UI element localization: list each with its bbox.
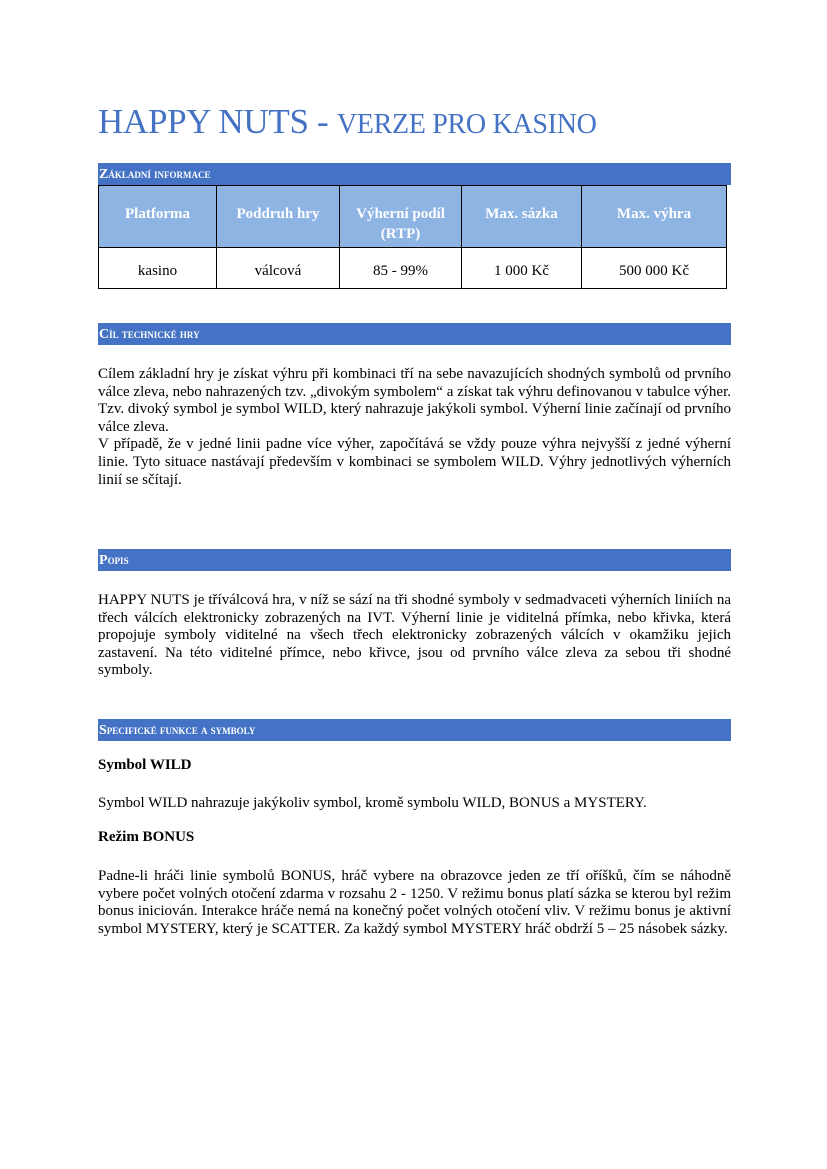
table-header: Max. výhra bbox=[582, 186, 727, 248]
table-header: Výherní podíl (RTP) bbox=[340, 186, 462, 248]
wild-heading: Symbol WILD bbox=[98, 757, 192, 773]
description-paragraph: HAPPY NUTS je tříválcová hra, v níž se sází na tři shodné symboly v sedmadvaceti výherních liniích na třech válcích elektronicky zobrazených na IVT. Výherní linie je viditelná přímka, nebo křivka, která propojuje symboly viditelné na všech třech elektronicky zobrazených válcích v okamžiku jejich zastavení. Na této viditelné přímce, nebo křivce, jsou od prvního válce zleva za sebou tři shodné symboly. bbox=[98, 592, 731, 679]
title-sub: VERZE PRO KASINO bbox=[336, 109, 597, 140]
section-basic-info: Základní informace bbox=[98, 163, 731, 185]
goal-paragraph bbox=[98, 366, 731, 489]
goal-text-2: V případě, že v jedné linii padne více výher, započítává se vždy pouze výhra nejvyšší z jedné výherní linie. Tyto situace nastávají především v kombinaci se symbolem WILD. Výhry jednotlivých výherních linií se sčítají. bbox=[98, 436, 731, 488]
goal-text-1: Cílem základní hry je získat výhru při kombinaci tří na sebe navazujících shodných symbolů od prvního válce zleva, nebo nahrazených tzv. „divokým symbolem“ a získat tak výhru definovanou v tabulce výher. Tzv. divoký symbol je symbol WILD, který nahrazuje jakýkoli symbol. Výherní linie začínají od prvního válce zleva. bbox=[98, 366, 731, 435]
basic-info-table bbox=[98, 185, 727, 289]
table-cell: kasino bbox=[99, 248, 217, 289]
wild-paragraph: Symbol WILD nahrazuje jakýkoliv symbol, kromě symbolu WILD, BONUS a MYSTERY. bbox=[98, 795, 647, 811]
table-header-row bbox=[99, 186, 727, 248]
page-title bbox=[98, 102, 597, 142]
table-cell: válcová bbox=[217, 248, 340, 289]
bonus-heading: Režim BONUS bbox=[98, 829, 195, 845]
section-features: Specifické funkce a symboly bbox=[98, 719, 731, 741]
bonus-paragraph: Padne-li hráči linie symbolů BONUS, hráč vybere na obrazovce jeden ze tří oříšků, čím se náhodně vybere počet volných otočení zdarma v rozsahu 2 - 1250. V režimu bonus platí sázka se kterou byl režim bonus iniciován. Interakce hráče nemá na konečný počet volných otočení vliv. V režimu bonus je aktivní symbol MYSTERY, který je SCATTER. Za každý symbol MYSTERY hráč obdrží 5 – 25 násobek sázky. bbox=[98, 868, 731, 937]
title-main: HAPPY NUTS - bbox=[98, 102, 337, 141]
table-header: Poddruh hry bbox=[217, 186, 340, 248]
section-goal: Cíl technické hry bbox=[98, 323, 731, 345]
table-header: Platforma bbox=[99, 186, 217, 248]
section-description: Popis bbox=[98, 549, 731, 571]
table-cell: 500 000 Kč bbox=[582, 248, 727, 289]
table-header: Max. sázka bbox=[462, 186, 582, 248]
table-cell: 1 000 Kč bbox=[462, 248, 582, 289]
table-cell: 85 - 99% bbox=[340, 248, 462, 289]
table-row bbox=[99, 248, 727, 289]
